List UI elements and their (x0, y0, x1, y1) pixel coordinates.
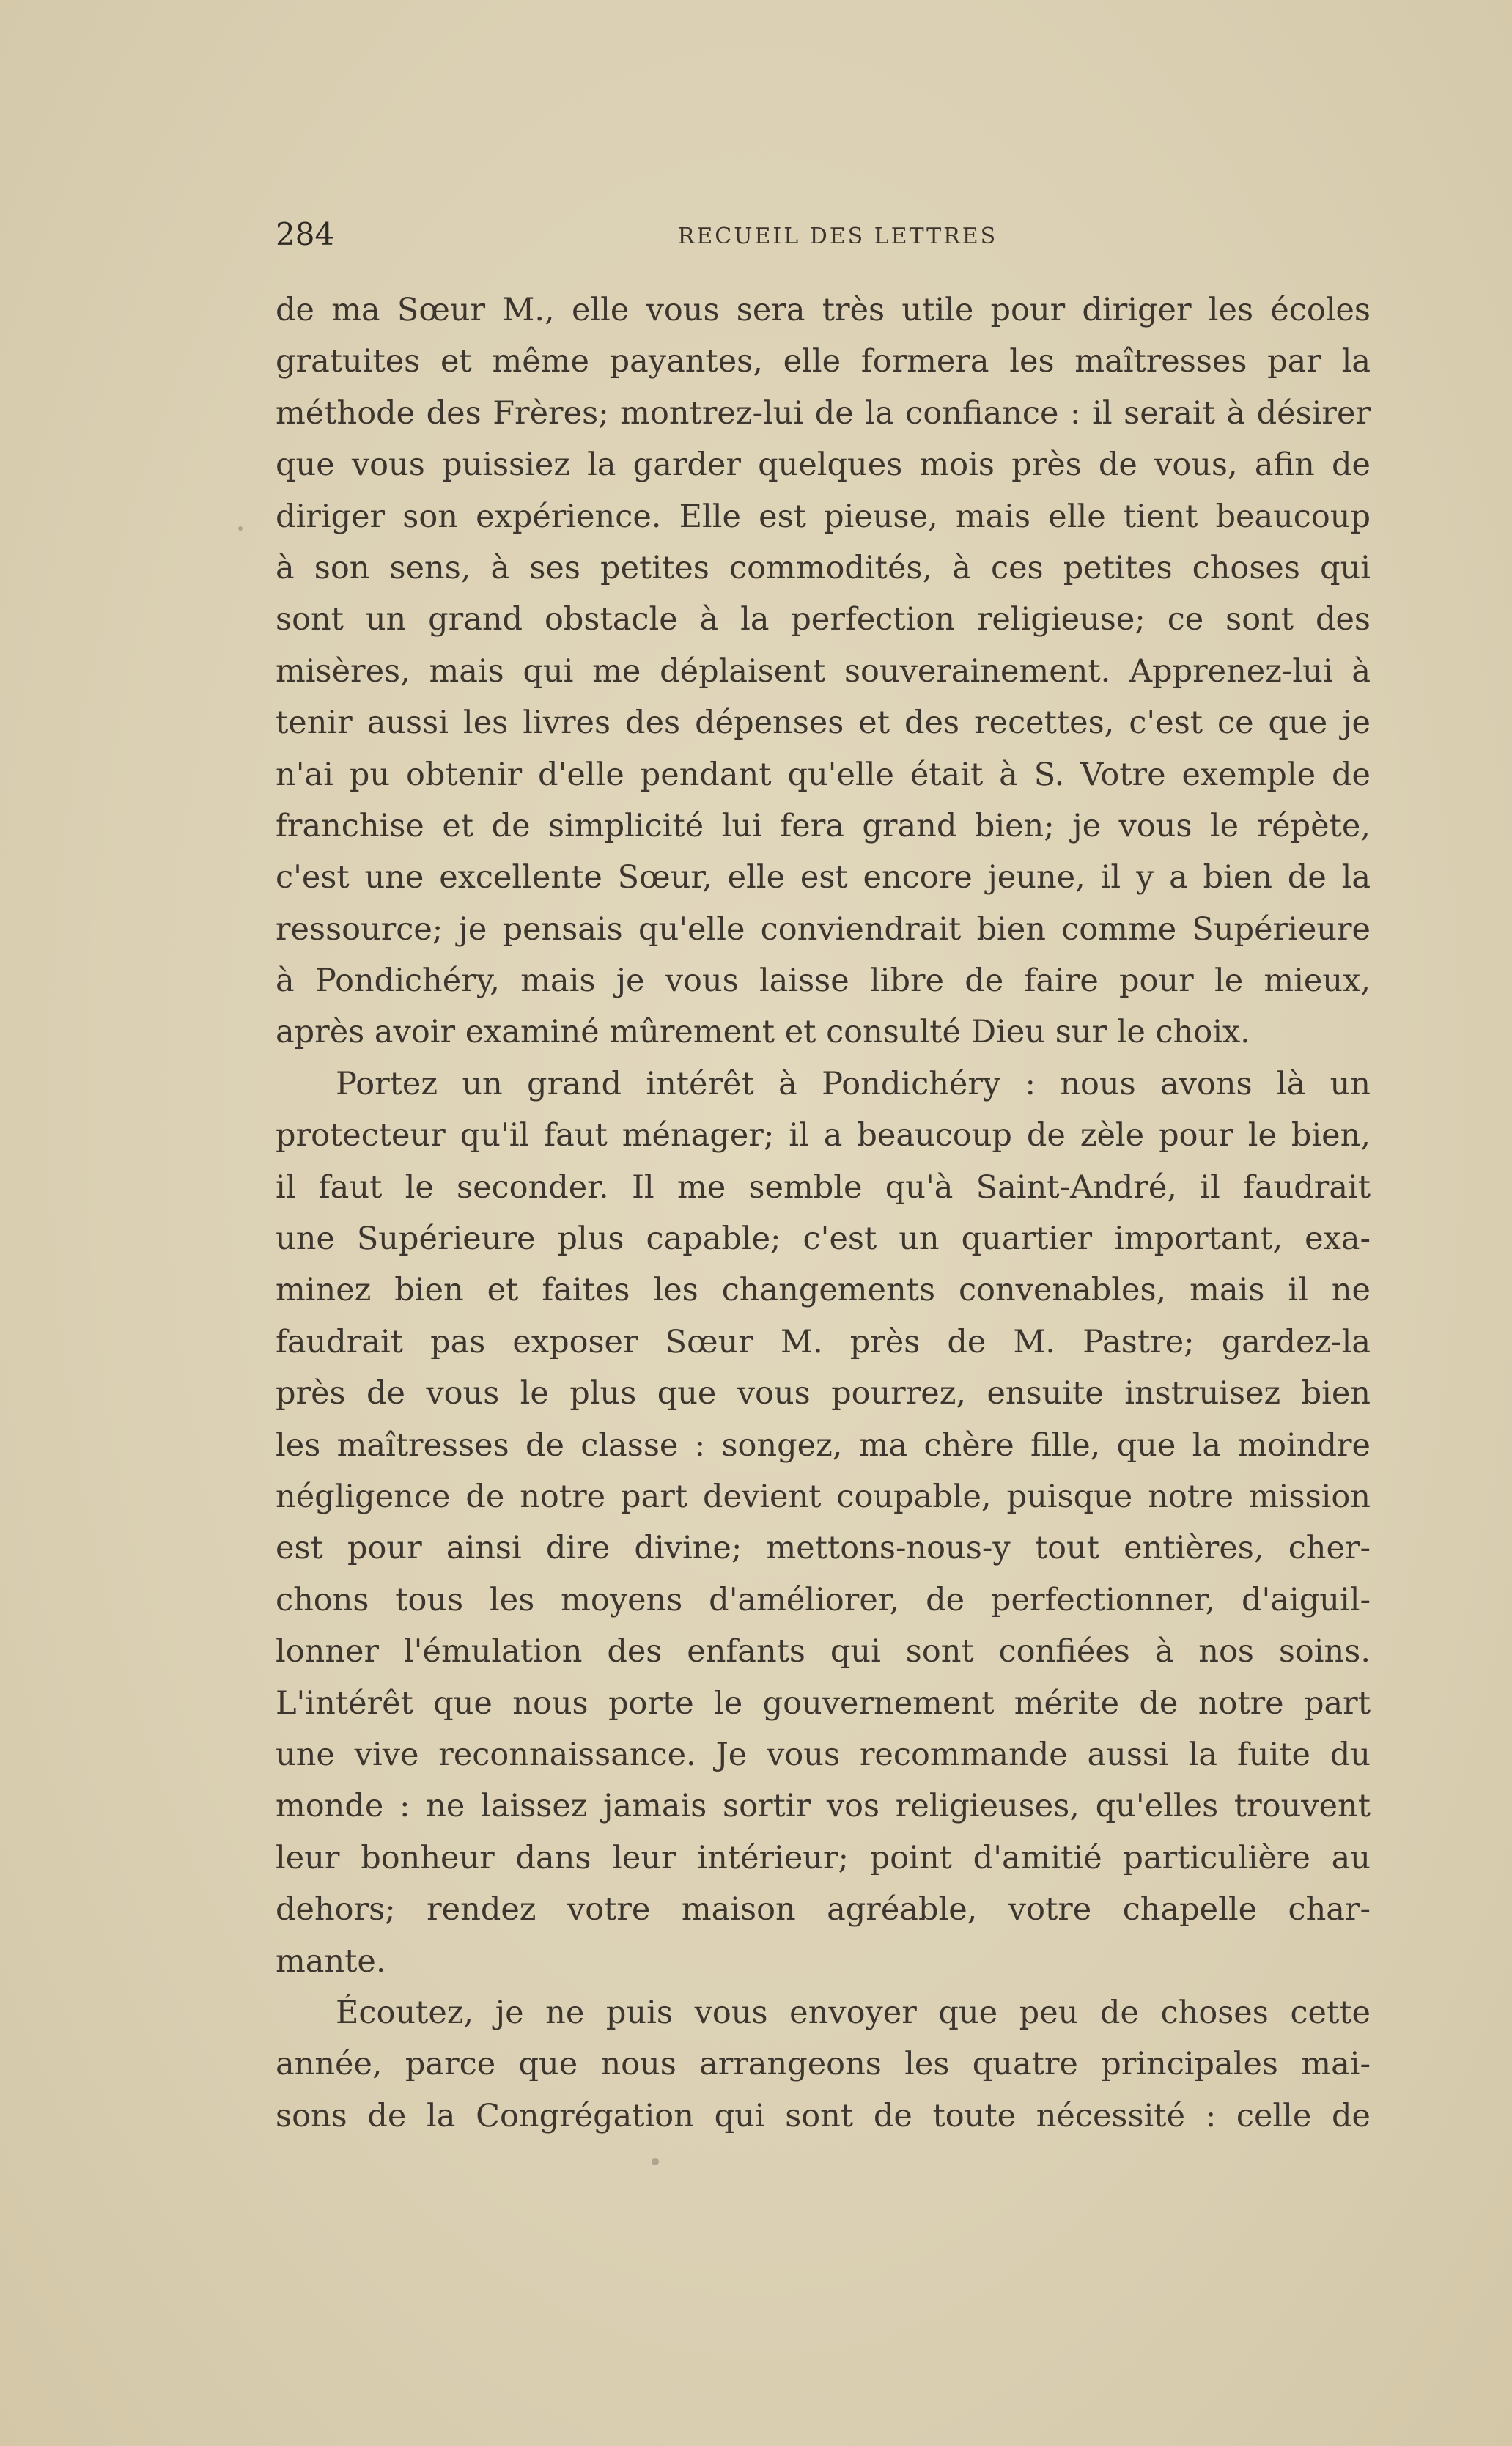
text-line: que vous puissiez la garder quelques mois près de vous, afin de (276, 446, 1371, 484)
text-line: sons de la Congrégation qui sont de toute nécessité : celle de (276, 2097, 1371, 2134)
text-line: est pour ainsi dire divine; mettons-nous-y tout entières, cher- (276, 1530, 1371, 1567)
text-line: dehors; rendez votre maison agréable, votre chapelle char- (276, 1891, 1371, 1929)
text-line: une Supérieure plus capable; c'est un quartier important, exa- (276, 1220, 1371, 1258)
text-line: une vive reconnaissance. Je vous recommande aussi la fuite du (276, 1736, 1371, 1773)
text-line: Portez un grand intérêt à Pondichéry : nous avons là un (336, 1065, 1371, 1102)
text-line: n'ai pu obtenir d'elle pendant qu'elle était à S. Votre exemple de (276, 756, 1371, 793)
text-line: diriger son expérience. Elle est pieuse, mais elle tient beaucoup (276, 498, 1371, 535)
text-line: c'est une excellente Sœur, elle est encore jeune, il y a bien de la (276, 859, 1371, 896)
text-line: Écoutez, je ne puis vous envoyer que peu de choses cette (336, 1994, 1371, 2031)
text-line: mante. (276, 1942, 386, 1980)
text-line: les maîtresses de classe : songez, ma chère fille, que la moindre (276, 1426, 1371, 1464)
text-line: à son sens, à ses petites commodités, à ces petites choses qui (276, 549, 1371, 586)
text-line: méthode des Frères; montrez-lui de la confiance : il serait à désirer (276, 394, 1371, 432)
text-line: sont un grand obstacle à la perfection religieuse; ce sont des (276, 601, 1371, 638)
ink-speck (652, 2158, 659, 2165)
text-line: ressource; je pensais qu'elle conviendrait bien comme Supérieure (276, 910, 1371, 948)
page-header (276, 213, 1371, 257)
margin-speck (238, 526, 243, 531)
page-number: 284 (276, 216, 335, 252)
text-line: faudrait pas exposer Sœur M. près de M. Pastre; gardez-la (276, 1323, 1371, 1360)
text-line: tenir aussi les livres des dépenses et des recettes, c'est ce que je (276, 704, 1371, 742)
text-line: à Pondichéry, mais je vous laisse libre de faire pour le mieux, (276, 962, 1371, 1000)
text-line: près de vous le plus que vous pourrez, ensuite instruisez bien (276, 1375, 1371, 1412)
text-line: minez bien et faites les changements convenables, mais il ne (276, 1272, 1371, 1309)
text-line: après avoir examiné mûrement et consulté Dieu sur le choix. (276, 1014, 1250, 1051)
text-line: lonner l'émulation des enfants qui sont confiées à nos soins. (276, 1633, 1371, 1670)
running-title: RECUEIL DES LETTRES (677, 224, 998, 249)
text-line: chons tous les moyens d'améliorer, de perfectionner, d'aiguil- (276, 1581, 1371, 1618)
text-line: de ma Sœur M., elle vous sera très utile pour diriger les écoles (276, 292, 1371, 328)
text-line: protecteur qu'il faut ménager; il a beaucoup de zèle pour le bien, (276, 1117, 1371, 1154)
text-line: franchise et de simplicité lui fera grand bien; je vous le répète, (276, 807, 1371, 844)
text-line: leur bonheur dans leur intérieur; point d'amitié particulière au (276, 1839, 1371, 1876)
text-line: monde : ne laissez jamais sortir vos religieuses, qu'elles trouvent (276, 1788, 1371, 1825)
body-text (276, 284, 1371, 2142)
text-line: L'intérêt que nous porte le gouvernement mérite de notre part (276, 1684, 1371, 1722)
text-line: année, parce que nous arrangeons les quatre principales mai- (276, 2046, 1371, 2083)
text-line: misères, mais qui me déplaisent souverainement. Apprenez-lui à (276, 652, 1371, 690)
text-line: il faut le seconder. Il me semble qu'à Saint-André, il faudrait (276, 1168, 1371, 1206)
text-line: négligence de notre part devient coupable, puisque notre mission (276, 1478, 1371, 1515)
text-line: gratuites et même payantes, elle formera les maîtresses par la (276, 343, 1371, 380)
